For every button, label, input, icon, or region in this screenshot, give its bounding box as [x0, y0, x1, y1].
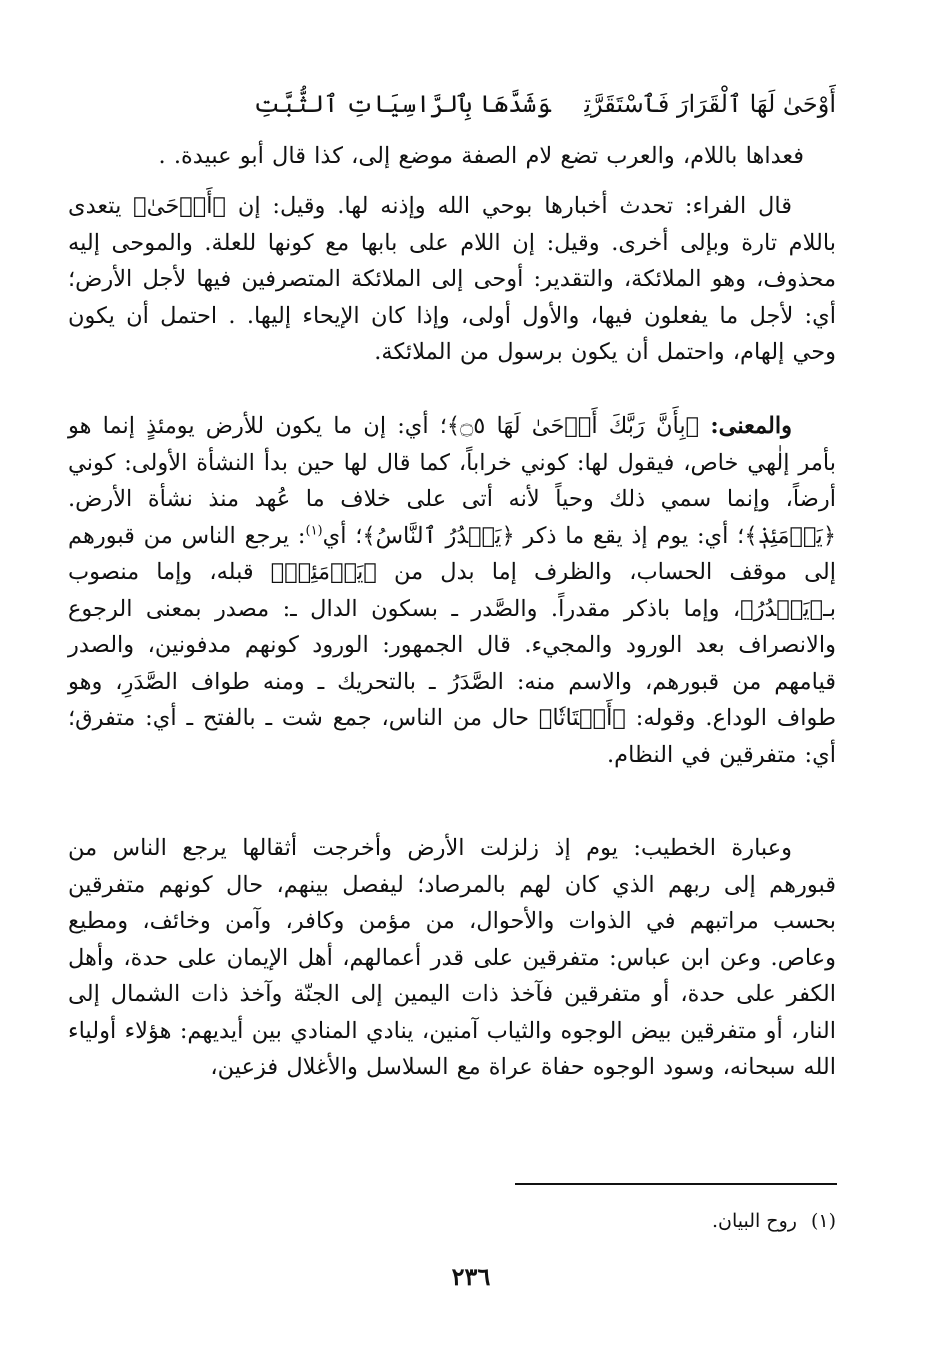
meaning-text-a: ﴿بِأَنَّ رَبَّكَ أَوۡحَىٰ لَهَا ۝٥﴾؛ أي: إن ما يكون للأرض يومئذٍ إنما هو بأمر إلٰهي خاص، فيقول لها: كوني خراباً، كما قال لها حين بدأ النشأة الأولى: كوني أرضاً، وإنما سمي ذلك وحياً لأنه أتى على خلاف ما عُهد منذ نشأة الأرض. ﴿يَوۡمَئِذٖ﴾؛ أي: يوم إذ يقع ما ذكر ﴿يَصۡدُرُ ٱلنَّاسُ﴾؛ أي [68, 413, 836, 549]
paragraph-meaning [68, 408, 836, 773]
poetry-verse [68, 84, 836, 124]
paragraph-text: فعداها باللام، والعرب تضع لام الصفة موضع إلى، كذا قال أبو عبيدة. . [158, 143, 804, 169]
footnote-text: روح البيان. [711, 1210, 797, 1232]
page-number: ٢٣٦ [451, 1262, 491, 1291]
footnote-divider [515, 1183, 837, 1185]
verse-first-hemistich: أَوْحَىٰ لَهَا ٱلْقَرَارَ فَٱسْتَقَرَّتِ [584, 90, 836, 118]
paragraph-farra: قال الفراء: تحدث أخبارها بوحي الله وإذنه لها. وقيل: إن ﴿أَوۡحَىٰ﴾ يتعدى باللام تارة وبإلى أخرى. وقيل: إن اللام على بابها مع كونها للعلة. والموحى إليه محذوف، وهو الملائكة، والتقدير: أوحى إلى الملائكة المتصرفين فيها لأجل الأرض؛ أي: لأجل ما يفعلون فيها، والأول أولى، وإذا كان الإيحاء إليها. . احتمل أن يكون وحي إلهام، واحتمل أن يكون برسول من الملائكة. [68, 193, 836, 365]
meaning-text-b: : يرجع الناس من قبورهم إلى موقف الحساب، والظرف إما بدل من ﴿يَوۡمَئِذٖ﴾ قبله، وإما منصوب بـ﴿يَصۡدُرُ﴾، وإما باذكر مقدراً. والصَّدر ـ بسكون الدال ـ: مصدر بمعنى الرجوع والانصراف بعد الورود والمجيء. قال الجمهور: الورود كونهم مدفونين، والصدر قيامهم من قبورهم، والاسم منه: الصَّدَرُ ـ بالتحريك ـ ومنه طواف الصَّدَرِ، وهو طواف الوداع. وقوله: ﴿أَشۡتَاتٗا﴾ حال من الناس، جمع شت ـ بالفتح ـ أي: متفرق؛ أي: متفرقين في النظام. [68, 522, 836, 768]
footnote [500, 1206, 836, 1236]
footnote-reference: (١) [305, 523, 323, 538]
verse-second-hemistich: وَشَدَّهَا بِٱلرَّاسِيَاتِ ٱلثُّبَّتِ [253, 90, 551, 118]
meaning-label: والمعنى: [710, 413, 792, 439]
footnote-number: (١) [810, 1210, 836, 1232]
paragraph-verse-commentary [68, 138, 836, 175]
paragraph-khatib: وعبارة الخطيب: يوم إذ زلزلت الأرض وأخرجت أثقالها يرجع الناس من قبورهم إلى ربهم الذي كان لهم بالمرصاد؛ ليفصل بينهم، حال كونهم متفرقين بحسب مراتبهم في الذوات والأحوال، من مؤمن وكافر، وآمن وخائف، ومطيع وعاص. وعن ابن عباس: متفرقين على قدر أعمالهم، أهل الإيمان على حدة، وأهل الكفر على حدة، أو متفرقين فآخذ ذات اليمين إلى الجنّة وآخذ ذات الشمال إلى النار، أو متفرقين بيض الوجوه والثياب آمنين، ينادي المنادي بين أيديهم: هؤلاء أولياء الله سبحانه، وسود الوجوه حفاة عراة مع السلاسل والأغلال فزعين، [68, 835, 836, 1080]
